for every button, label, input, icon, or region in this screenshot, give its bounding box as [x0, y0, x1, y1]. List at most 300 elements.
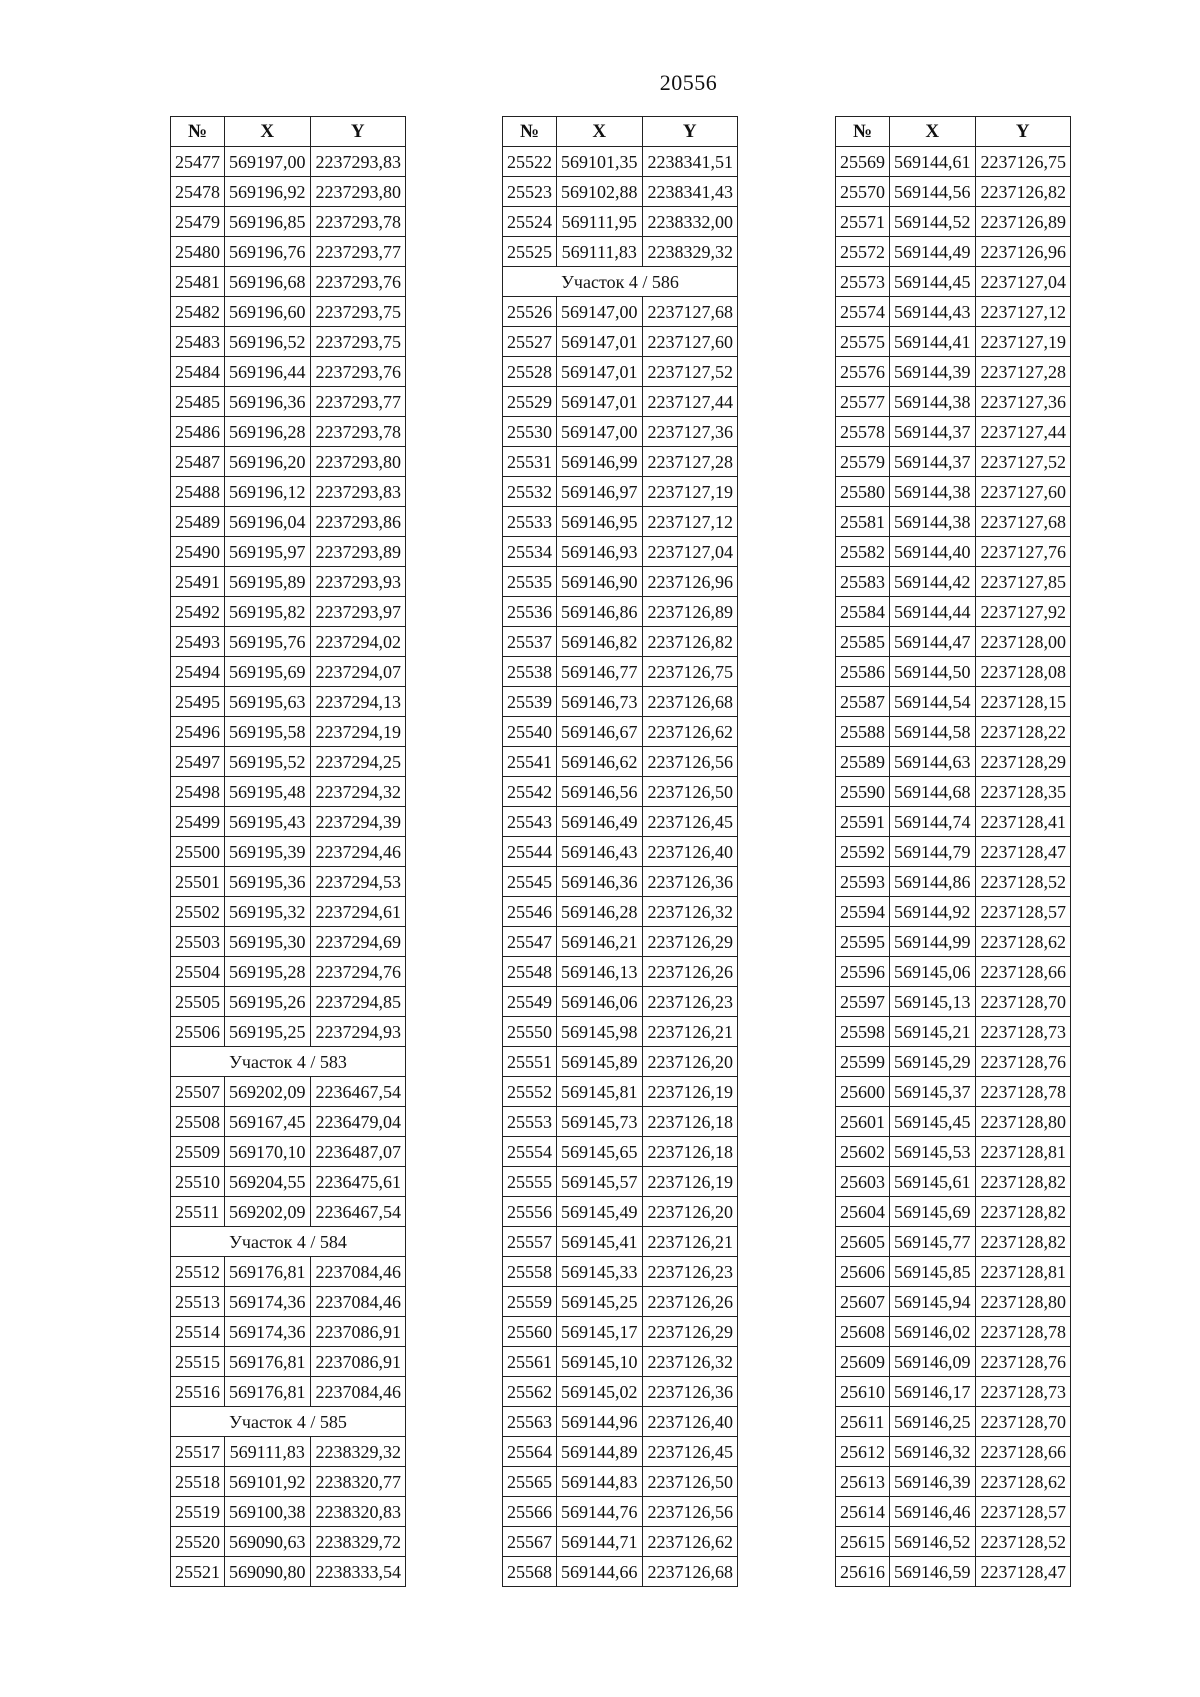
- table-row: [836, 597, 1071, 627]
- table-row: [836, 687, 1071, 717]
- x-coordinate: 569144,43: [890, 297, 976, 327]
- y-coordinate: 2237128,82: [975, 1227, 1071, 1257]
- y-coordinate: 2237293,78: [310, 417, 406, 447]
- point-number: 25506: [171, 1017, 225, 1047]
- x-coordinate: 569146,62: [557, 747, 643, 777]
- x-coordinate: 569196,04: [225, 507, 311, 537]
- page-number: 20556: [659, 70, 718, 95]
- y-coordinate: 2237127,52: [642, 357, 738, 387]
- x-coordinate: 569145,13: [890, 987, 976, 1017]
- table-row: [503, 1167, 738, 1197]
- table-row: [836, 417, 1071, 447]
- table-row: [171, 837, 406, 867]
- x-coordinate: 569144,49: [890, 237, 976, 267]
- y-coordinate: 2238341,43: [642, 177, 738, 207]
- point-number: 25504: [171, 957, 225, 987]
- x-coordinate: 569146,86: [557, 597, 643, 627]
- table-row: [836, 1167, 1071, 1197]
- y-coordinate: 2237128,52: [975, 1527, 1071, 1557]
- header-x: X: [557, 117, 643, 147]
- x-coordinate: 569146,28: [557, 897, 643, 927]
- table-row: [836, 327, 1071, 357]
- point-number: 25598: [836, 1017, 890, 1047]
- point-number: 25581: [836, 507, 890, 537]
- point-number: 25517: [171, 1437, 225, 1467]
- table-row: [836, 987, 1071, 1017]
- x-coordinate: 569146,95: [557, 507, 643, 537]
- point-number: 25477: [171, 147, 225, 177]
- point-number: 25571: [836, 207, 890, 237]
- x-coordinate: 569111,83: [225, 1437, 311, 1467]
- x-coordinate: 569144,56: [890, 177, 976, 207]
- table-row: [503, 1497, 738, 1527]
- x-coordinate: 569196,52: [225, 327, 311, 357]
- table-row: [171, 297, 406, 327]
- point-number: 25546: [503, 897, 557, 927]
- x-coordinate: 569144,76: [557, 1497, 643, 1527]
- table-row: [503, 447, 738, 477]
- table-row: [171, 987, 406, 1017]
- table-row: [503, 537, 738, 567]
- y-coordinate: 2237128,70: [975, 987, 1071, 1017]
- point-number: 25483: [171, 327, 225, 357]
- x-coordinate: 569145,25: [557, 1287, 643, 1317]
- x-coordinate: 569144,61: [890, 147, 976, 177]
- x-coordinate: 569196,85: [225, 207, 311, 237]
- x-coordinate: 569146,09: [890, 1347, 976, 1377]
- y-coordinate: 2237127,36: [642, 417, 738, 447]
- y-coordinate: 2237126,56: [642, 1497, 738, 1527]
- y-coordinate: 2237126,29: [642, 1317, 738, 1347]
- header-y: Y: [975, 117, 1071, 147]
- y-coordinate: 2237128,41: [975, 807, 1071, 837]
- section-label: Участок 4 / 584: [171, 1227, 406, 1257]
- table-row: [503, 1197, 738, 1227]
- table-row: [836, 1407, 1071, 1437]
- table-row: [171, 327, 406, 357]
- x-coordinate: 569145,17: [557, 1317, 643, 1347]
- table-row: [503, 417, 738, 447]
- table-row: [836, 717, 1071, 747]
- x-coordinate: 569102,88: [557, 177, 643, 207]
- table-row: [171, 1527, 406, 1557]
- section-row: [171, 1047, 406, 1077]
- table-row: [503, 237, 738, 267]
- point-number: 25553: [503, 1107, 557, 1137]
- y-coordinate: 2237126,20: [642, 1047, 738, 1077]
- point-number: 25491: [171, 567, 225, 597]
- y-coordinate: 2237128,76: [975, 1347, 1071, 1377]
- x-coordinate: 569195,58: [225, 717, 311, 747]
- y-coordinate: 2237126,96: [642, 567, 738, 597]
- x-coordinate: 569146,73: [557, 687, 643, 717]
- y-coordinate: 2237127,36: [975, 387, 1071, 417]
- x-coordinate: 569146,93: [557, 537, 643, 567]
- point-number: 25527: [503, 327, 557, 357]
- point-number: 25522: [503, 147, 557, 177]
- table-row: [171, 1137, 406, 1167]
- y-coordinate: 2237127,19: [975, 327, 1071, 357]
- x-coordinate: 569101,92: [225, 1467, 311, 1497]
- x-coordinate: 569197,00: [225, 147, 311, 177]
- x-coordinate: 569195,39: [225, 837, 311, 867]
- x-coordinate: 569145,69: [890, 1197, 976, 1227]
- y-coordinate: 2237294,53: [310, 867, 406, 897]
- x-coordinate: 569145,65: [557, 1137, 643, 1167]
- y-coordinate: 2237128,22: [975, 717, 1071, 747]
- table-row: [503, 387, 738, 417]
- y-coordinate: 2237128,80: [975, 1287, 1071, 1317]
- table-row: [171, 1377, 406, 1407]
- x-coordinate: 569144,38: [890, 507, 976, 537]
- point-number: 25511: [171, 1197, 225, 1227]
- y-coordinate: 2237128,66: [975, 1437, 1071, 1467]
- y-coordinate: 2237127,68: [642, 297, 738, 327]
- point-number: 25564: [503, 1437, 557, 1467]
- point-number: 25543: [503, 807, 557, 837]
- y-coordinate: 2237128,62: [975, 1467, 1071, 1497]
- y-coordinate: 2237127,04: [642, 537, 738, 567]
- point-number: 25572: [836, 237, 890, 267]
- y-coordinate: 2237126,23: [642, 1257, 738, 1287]
- table-row: [503, 1407, 738, 1437]
- x-coordinate: 569100,38: [225, 1497, 311, 1527]
- point-number: 25548: [503, 957, 557, 987]
- table-row: [503, 627, 738, 657]
- x-coordinate: 569144,37: [890, 417, 976, 447]
- point-number: 25607: [836, 1287, 890, 1317]
- header-number: №: [836, 117, 890, 147]
- x-coordinate: 569146,67: [557, 717, 643, 747]
- table-row: [503, 507, 738, 537]
- table-row: [503, 987, 738, 1017]
- x-coordinate: 569145,41: [557, 1227, 643, 1257]
- y-coordinate: 2237294,13: [310, 687, 406, 717]
- x-coordinate: 569090,80: [225, 1557, 311, 1587]
- table-row: [503, 657, 738, 687]
- y-coordinate: 2236479,04: [310, 1107, 406, 1137]
- x-coordinate: 569146,06: [557, 987, 643, 1017]
- x-coordinate: 569144,63: [890, 747, 976, 777]
- x-coordinate: 569196,28: [225, 417, 311, 447]
- y-coordinate: 2238320,83: [310, 1497, 406, 1527]
- x-coordinate: 569144,44: [890, 597, 976, 627]
- table-row: [503, 1437, 738, 1467]
- point-number: 25516: [171, 1377, 225, 1407]
- x-coordinate: 569195,28: [225, 957, 311, 987]
- point-number: 25528: [503, 357, 557, 387]
- x-coordinate: 569111,95: [557, 207, 643, 237]
- point-number: 25597: [836, 987, 890, 1017]
- point-number: 25513: [171, 1287, 225, 1317]
- point-number: 25614: [836, 1497, 890, 1527]
- table-row: [836, 1227, 1071, 1257]
- point-number: 25542: [503, 777, 557, 807]
- point-number: 25482: [171, 297, 225, 327]
- point-number: 25569: [836, 147, 890, 177]
- point-number: 25479: [171, 207, 225, 237]
- table-row: [171, 447, 406, 477]
- table-row: [171, 357, 406, 387]
- table-row: [503, 147, 738, 177]
- x-coordinate: 569144,42: [890, 567, 976, 597]
- table-row: [836, 837, 1071, 867]
- y-coordinate: 2237128,82: [975, 1197, 1071, 1227]
- y-coordinate: 2237126,21: [642, 1017, 738, 1047]
- point-number: 25521: [171, 1557, 225, 1587]
- x-coordinate: 569145,10: [557, 1347, 643, 1377]
- x-coordinate: 569146,13: [557, 957, 643, 987]
- table-row: [171, 807, 406, 837]
- point-number: 25484: [171, 357, 225, 387]
- point-number: 25585: [836, 627, 890, 657]
- y-coordinate: 2237127,12: [642, 507, 738, 537]
- x-coordinate: 569145,57: [557, 1167, 643, 1197]
- table-row: [503, 1227, 738, 1257]
- x-coordinate: 569146,77: [557, 657, 643, 687]
- table-row: [503, 1107, 738, 1137]
- point-number: 25534: [503, 537, 557, 567]
- y-coordinate: 2237293,78: [310, 207, 406, 237]
- y-coordinate: 2237128,66: [975, 957, 1071, 987]
- point-number: 25547: [503, 927, 557, 957]
- y-coordinate: 2237128,81: [975, 1137, 1071, 1167]
- table-row: [836, 1527, 1071, 1557]
- point-number: 25533: [503, 507, 557, 537]
- x-coordinate: 569144,40: [890, 537, 976, 567]
- x-coordinate: 569195,52: [225, 747, 311, 777]
- table-row: [503, 867, 738, 897]
- table-row: [171, 927, 406, 957]
- table-row: [503, 1017, 738, 1047]
- y-coordinate: 2237084,46: [310, 1377, 406, 1407]
- x-coordinate: 569146,56: [557, 777, 643, 807]
- table-row: [836, 447, 1071, 477]
- x-coordinate: 569145,89: [557, 1047, 643, 1077]
- y-coordinate: 2237127,60: [975, 477, 1071, 507]
- point-number: 25526: [503, 297, 557, 327]
- table-row: [503, 927, 738, 957]
- x-coordinate: 569145,53: [890, 1137, 976, 1167]
- point-number: 25518: [171, 1467, 225, 1497]
- table-row: [503, 207, 738, 237]
- x-coordinate: 569144,54: [890, 687, 976, 717]
- x-coordinate: 569146,25: [890, 1407, 976, 1437]
- y-coordinate: 2237126,21: [642, 1227, 738, 1257]
- header-x: X: [225, 117, 311, 147]
- table-row: [171, 477, 406, 507]
- x-coordinate: 569146,02: [890, 1317, 976, 1347]
- table-row: [503, 177, 738, 207]
- table-row: [836, 897, 1071, 927]
- point-number: 25601: [836, 1107, 890, 1137]
- table-row: [171, 1437, 406, 1467]
- point-number: 25608: [836, 1317, 890, 1347]
- table-row: [503, 1317, 738, 1347]
- coordinate-table-2: [502, 116, 738, 1587]
- point-number: 25505: [171, 987, 225, 1017]
- table-row: [171, 1167, 406, 1197]
- table-row: [836, 537, 1071, 567]
- x-coordinate: 569176,81: [225, 1377, 311, 1407]
- y-coordinate: 2237128,57: [975, 897, 1071, 927]
- x-coordinate: 569144,92: [890, 897, 976, 927]
- x-coordinate: 569145,49: [557, 1197, 643, 1227]
- table-row: [503, 357, 738, 387]
- x-coordinate: 569090,63: [225, 1527, 311, 1557]
- table-row: [836, 1287, 1071, 1317]
- table-row: [503, 717, 738, 747]
- y-coordinate: 2238320,77: [310, 1467, 406, 1497]
- y-coordinate: 2237126,96: [975, 237, 1071, 267]
- table-row: [503, 477, 738, 507]
- y-coordinate: 2237293,86: [310, 507, 406, 537]
- x-coordinate: 569144,50: [890, 657, 976, 687]
- table-row: [503, 1047, 738, 1077]
- y-coordinate: 2237126,26: [642, 1287, 738, 1317]
- point-number: 25541: [503, 747, 557, 777]
- point-number: 25550: [503, 1017, 557, 1047]
- point-number: 25529: [503, 387, 557, 417]
- x-coordinate: 569196,76: [225, 237, 311, 267]
- point-number: 25480: [171, 237, 225, 267]
- y-coordinate: 2237126,68: [642, 687, 738, 717]
- y-coordinate: 2237086,91: [310, 1317, 406, 1347]
- x-coordinate: 569204,55: [225, 1167, 311, 1197]
- table-row: [836, 207, 1071, 237]
- table-row: [836, 567, 1071, 597]
- table-row: [171, 717, 406, 747]
- section-label: Участок 4 / 583: [171, 1047, 406, 1077]
- point-number: 25499: [171, 807, 225, 837]
- point-number: 25577: [836, 387, 890, 417]
- x-coordinate: 569144,68: [890, 777, 976, 807]
- y-coordinate: 2237128,29: [975, 747, 1071, 777]
- y-coordinate: 2237294,61: [310, 897, 406, 927]
- y-coordinate: 2237126,62: [642, 1527, 738, 1557]
- point-number: 25507: [171, 1077, 225, 1107]
- x-coordinate: 569145,77: [890, 1227, 976, 1257]
- table-row: [836, 237, 1071, 267]
- x-coordinate: 569147,00: [557, 417, 643, 447]
- point-number: 25523: [503, 177, 557, 207]
- point-number: 25535: [503, 567, 557, 597]
- table-row: [171, 1077, 406, 1107]
- table-row: [503, 897, 738, 927]
- x-coordinate: 569144,83: [557, 1467, 643, 1497]
- x-coordinate: 569145,02: [557, 1377, 643, 1407]
- y-coordinate: 2237128,15: [975, 687, 1071, 717]
- y-coordinate: 2237128,70: [975, 1407, 1071, 1437]
- x-coordinate: 569144,74: [890, 807, 976, 837]
- table-row: [171, 267, 406, 297]
- x-coordinate: 569146,99: [557, 447, 643, 477]
- y-coordinate: 2237126,89: [642, 597, 738, 627]
- y-coordinate: 2237294,32: [310, 777, 406, 807]
- point-number: 25544: [503, 837, 557, 867]
- y-coordinate: 2237126,20: [642, 1197, 738, 1227]
- y-coordinate: 2237126,89: [975, 207, 1071, 237]
- x-coordinate: 569195,89: [225, 567, 311, 597]
- point-number: 25606: [836, 1257, 890, 1287]
- table-row: [836, 927, 1071, 957]
- table-row: [171, 1557, 406, 1587]
- point-number: 25560: [503, 1317, 557, 1347]
- table-row: [836, 1437, 1071, 1467]
- y-coordinate: 2237293,76: [310, 357, 406, 387]
- y-coordinate: 2237294,85: [310, 987, 406, 1017]
- y-coordinate: 2237126,45: [642, 1437, 738, 1467]
- x-coordinate: 569195,36: [225, 867, 311, 897]
- y-coordinate: 2237126,56: [642, 747, 738, 777]
- header-number: №: [171, 117, 225, 147]
- x-coordinate: 569146,49: [557, 807, 643, 837]
- y-coordinate: 2237127,68: [975, 507, 1071, 537]
- table-row: [503, 1557, 738, 1587]
- table-row: [836, 1047, 1071, 1077]
- table-row: [171, 1317, 406, 1347]
- y-coordinate: 2237293,80: [310, 447, 406, 477]
- table-row: [503, 837, 738, 867]
- point-number: 25558: [503, 1257, 557, 1287]
- y-coordinate: 2237294,46: [310, 837, 406, 867]
- table-row: [836, 267, 1071, 297]
- y-coordinate: 2237126,36: [642, 1377, 738, 1407]
- y-coordinate: 2237127,28: [642, 447, 738, 477]
- table-row: [503, 1137, 738, 1167]
- y-coordinate: 2237126,19: [642, 1077, 738, 1107]
- y-coordinate: 2238329,32: [310, 1437, 406, 1467]
- point-number: 25537: [503, 627, 557, 657]
- table-row: [836, 627, 1071, 657]
- x-coordinate: 569146,82: [557, 627, 643, 657]
- point-number: 25566: [503, 1497, 557, 1527]
- point-number: 25589: [836, 747, 890, 777]
- x-coordinate: 569195,63: [225, 687, 311, 717]
- y-coordinate: 2237127,92: [975, 597, 1071, 627]
- point-number: 25605: [836, 1227, 890, 1257]
- y-coordinate: 2237128,78: [975, 1077, 1071, 1107]
- table-row: [171, 1347, 406, 1377]
- point-number: 25497: [171, 747, 225, 777]
- point-number: 25615: [836, 1527, 890, 1557]
- x-coordinate: 569146,17: [890, 1377, 976, 1407]
- x-coordinate: 569101,35: [557, 147, 643, 177]
- table-row: [171, 1257, 406, 1287]
- point-number: 25498: [171, 777, 225, 807]
- point-number: 25591: [836, 807, 890, 837]
- table-row: [836, 1257, 1071, 1287]
- point-number: 25562: [503, 1377, 557, 1407]
- table-row: [503, 1377, 738, 1407]
- table-row: [503, 597, 738, 627]
- point-number: 25588: [836, 717, 890, 747]
- table-row: [171, 777, 406, 807]
- x-coordinate: 569145,45: [890, 1107, 976, 1137]
- x-coordinate: 569195,48: [225, 777, 311, 807]
- header-y: Y: [642, 117, 738, 147]
- point-number: 25559: [503, 1287, 557, 1317]
- table-row: [836, 1317, 1071, 1347]
- point-number: 25539: [503, 687, 557, 717]
- table-row: [836, 357, 1071, 387]
- point-number: 25503: [171, 927, 225, 957]
- point-number: 25555: [503, 1167, 557, 1197]
- point-number: 25556: [503, 1197, 557, 1227]
- point-number: 25604: [836, 1197, 890, 1227]
- x-coordinate: 569196,68: [225, 267, 311, 297]
- table-row: [836, 147, 1071, 177]
